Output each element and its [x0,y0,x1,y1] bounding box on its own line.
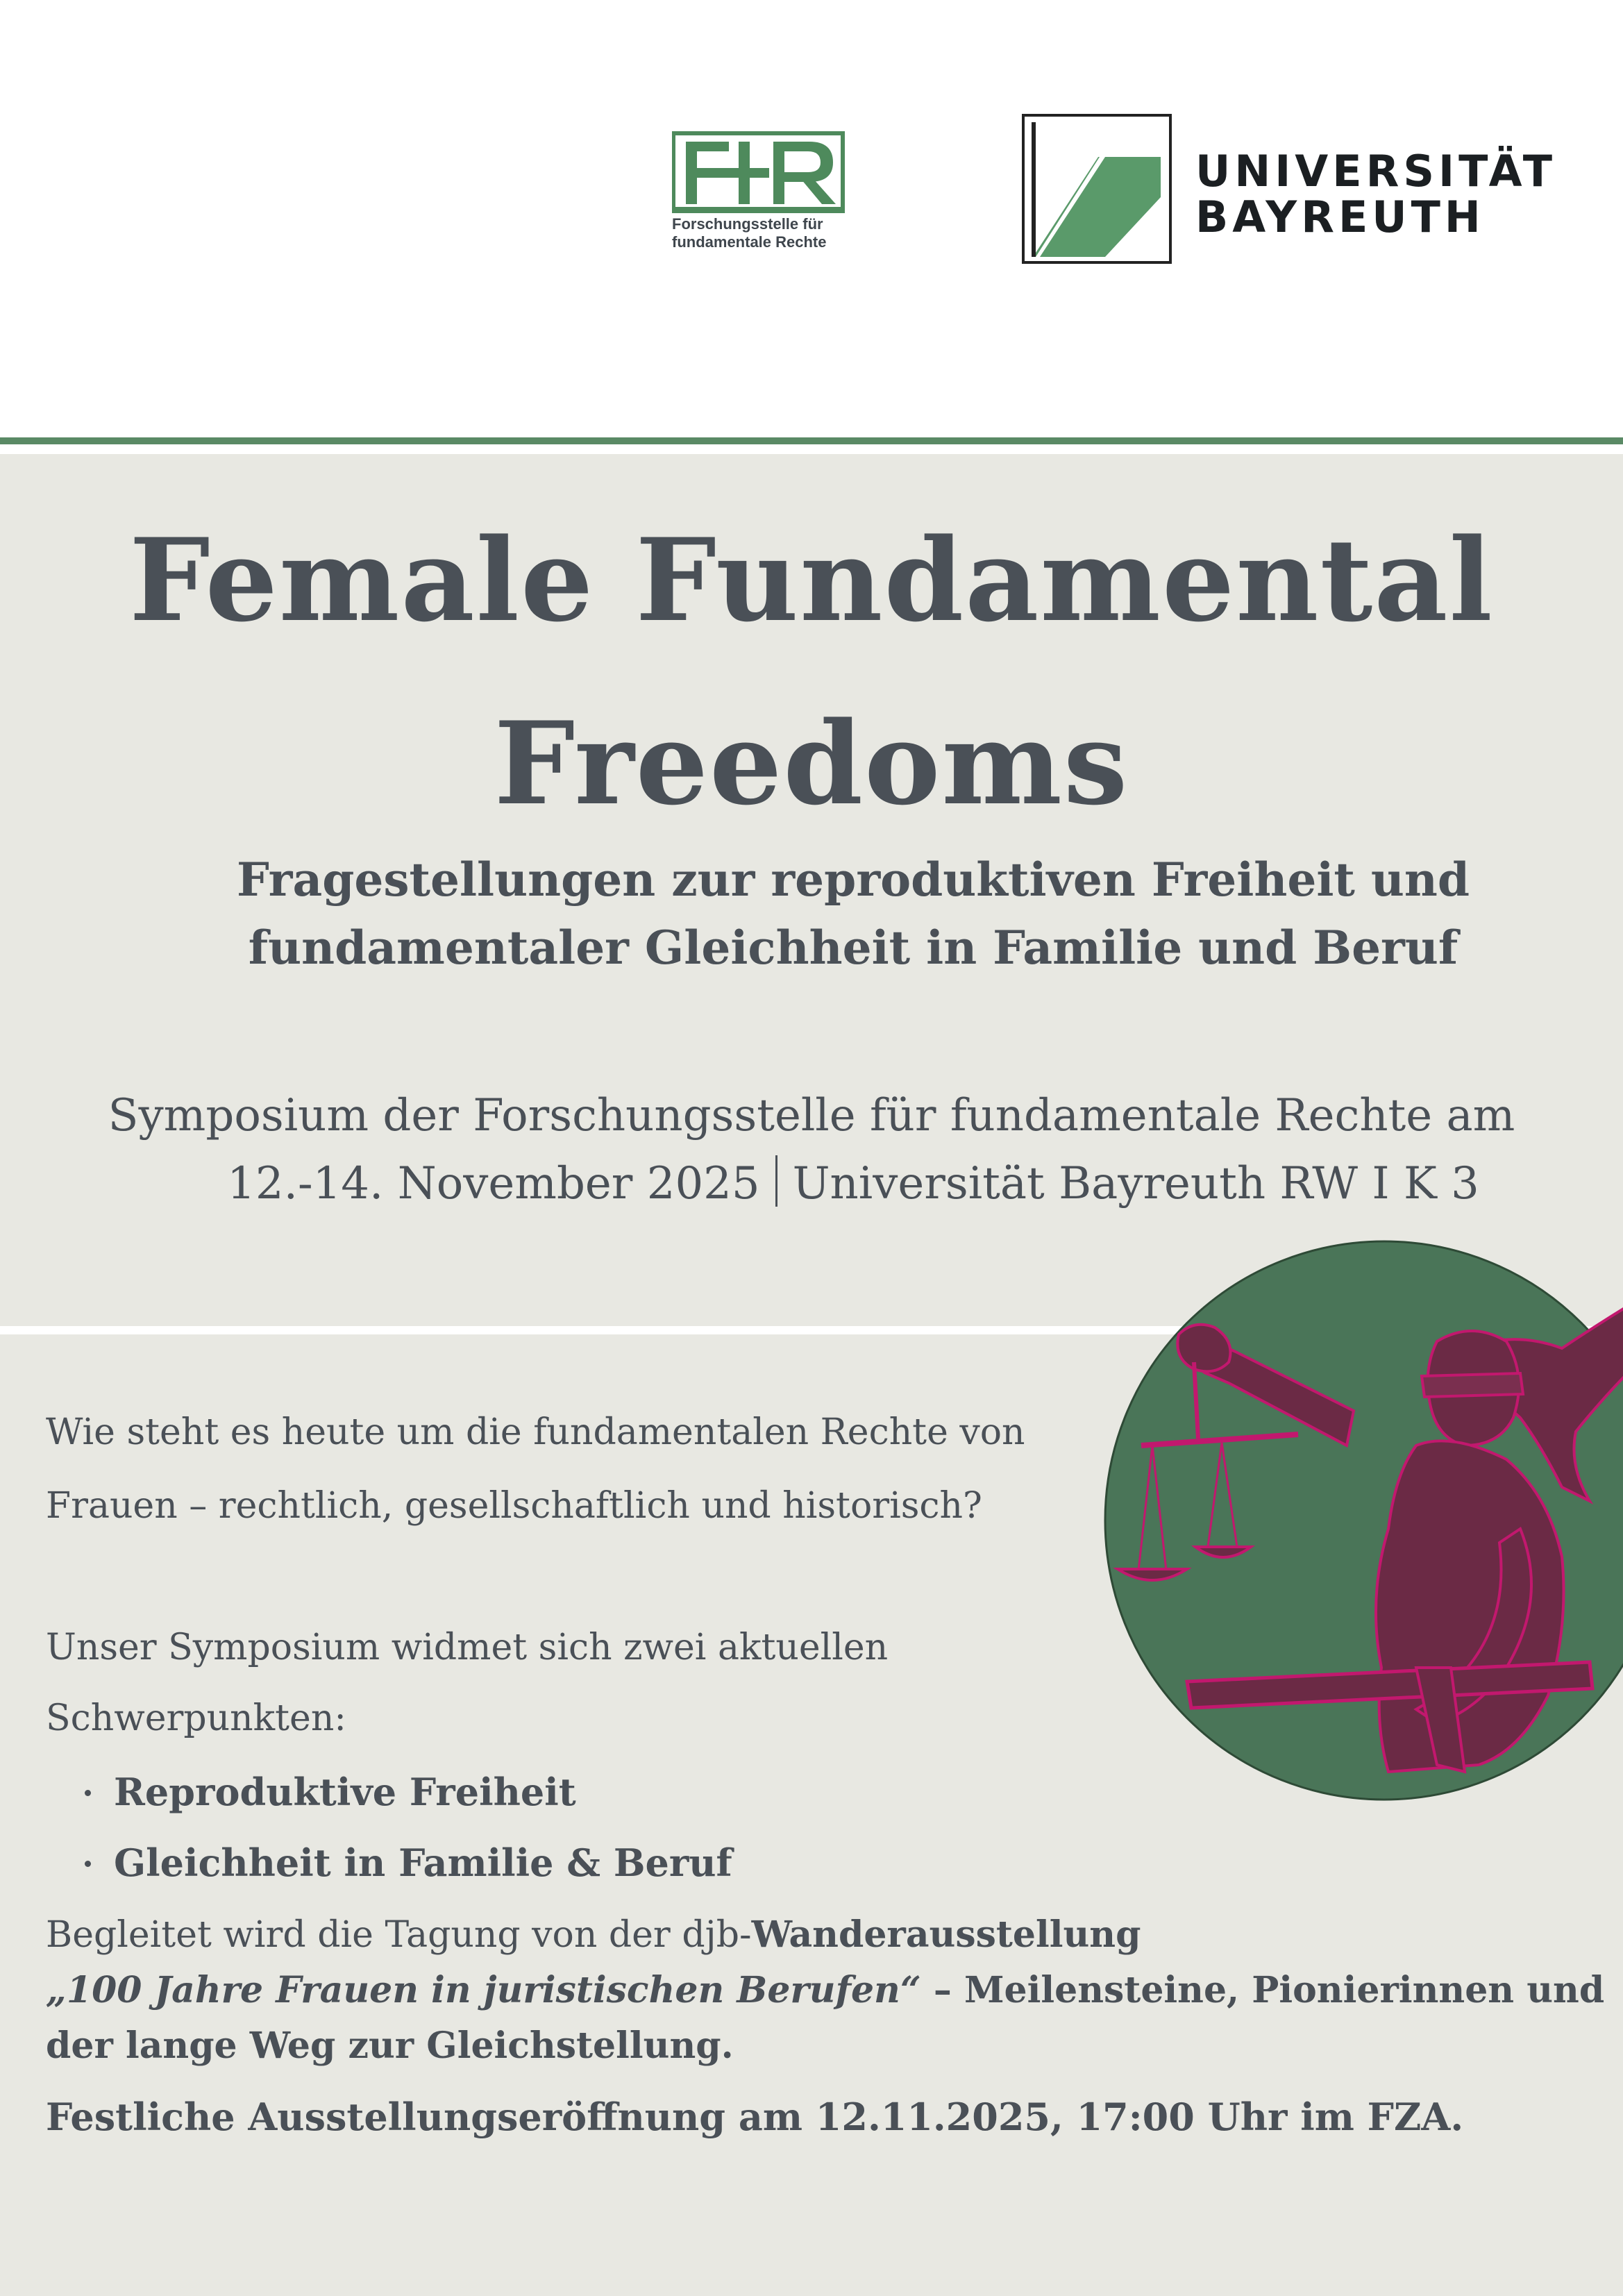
separator-bar [775,1155,777,1207]
intro-line1: Wie steht es heute um die fundamentalen Rechte von [46,1411,1025,1453]
ffr-caption-line2: fundamentale Rechte [672,233,827,251]
ffr-caption-line1: Forschungsstelle für [672,215,823,233]
exhibit-title: „100 Jahre Frauen in juristischen Berufen“ [46,1969,921,2011]
intro-line2: Frauen – rechtlich, gesellschaftlich und historisch? [46,1485,982,1527]
university-name-line2: BAYREUTH [1195,192,1485,242]
exhibit-line1 [46,1911,1141,1959]
exhibit-name: Wanderausstellung [751,1913,1141,1956]
page-title-line1: Female Fundamental [129,513,1494,647]
university-logo [1022,114,1557,267]
symposium-line1: Symposium der Forschungsstelle für fundamentale Rechte am [108,1090,1515,1141]
exhibit-prefix: Begleitet wird die Tagung von der djb- [46,1914,752,1956]
exhibit-rest-line1: – Meilensteine, Pionierinnen und [920,1969,1605,2011]
bullet-icon [85,1790,91,1796]
university-name-line1: UNIVERSITÄT [1195,146,1557,196]
subtitle-line1: Fragestellungen zur reproduktiven Freiheit und [236,853,1470,907]
focus-line1: Unser Symposium widmet sich zwei aktuellen [46,1627,889,1668]
subtitle-line2: fundamentaler Gleichheit in Familie und Beruf [248,921,1458,975]
bullet-icon [85,1861,91,1867]
ffr-logo-mark [672,129,846,215]
university-logo-mark [1022,114,1175,267]
ffr-logo [672,129,846,254]
focus-item-label: Gleichheit in Familie & Beruf [114,1841,732,1885]
symposium-date: 12.-14. November 2025 [227,1158,760,1209]
symposium-line2 [42,1153,1623,1215]
justitia-icon [1090,1237,1623,1818]
opening-note: Festliche Ausstellungseröffnung am 12.11.2025, 17:00 Uhr im FZA. [46,2095,1464,2139]
focus-line2: Schwerpunkten: [46,1698,346,1739]
focus-item-label: Reproduktive Freiheit [114,1770,576,1814]
exhibit-line2 [46,1966,1604,2015]
symposium-location: Universität Bayreuth RW I K 3 [792,1158,1479,1209]
exhibit-line3: der lange Weg zur Gleichstellung. [46,2025,734,2067]
page-title-line2: Freedoms [494,696,1129,830]
header-divider [0,437,1623,444]
